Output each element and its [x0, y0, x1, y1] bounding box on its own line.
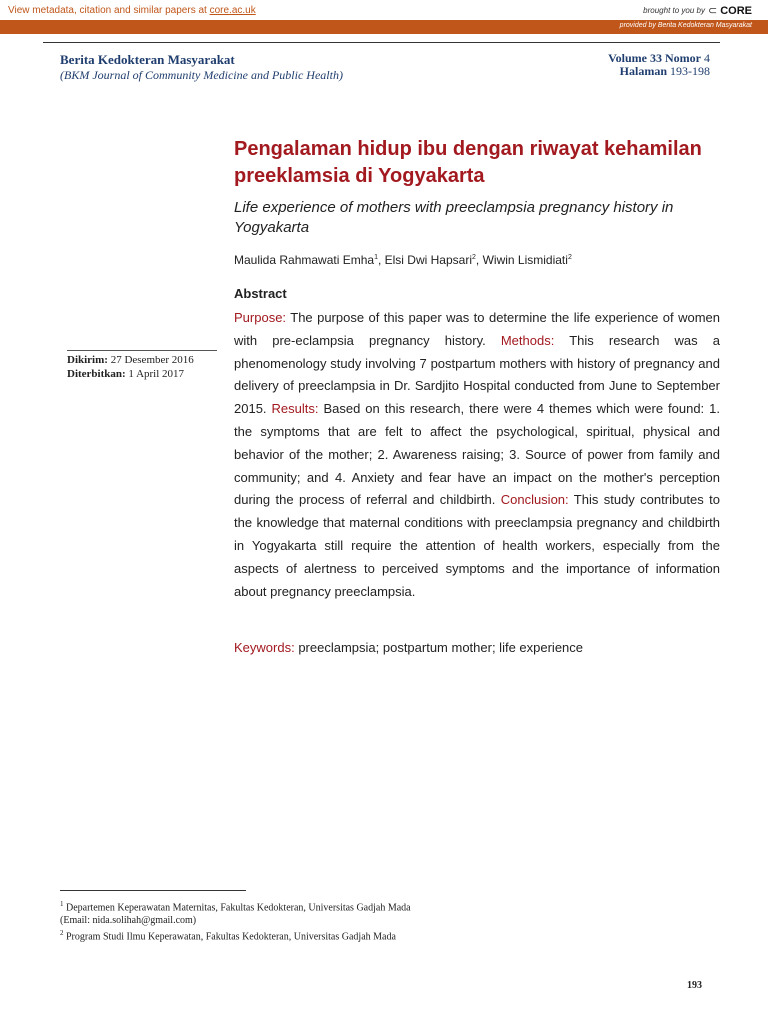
volume-label: Volume	[608, 51, 647, 65]
submitted-date	[67, 353, 217, 367]
keywords-label: Keywords:	[234, 640, 295, 655]
footnote-rule	[60, 890, 246, 891]
header-rule	[43, 42, 720, 43]
published-label: Diterbitkan:	[67, 368, 126, 380]
author-affiliation: 1	[374, 254, 378, 261]
number-label: Nomor	[665, 51, 701, 65]
provided-by-text	[620, 22, 752, 29]
article-dates	[67, 350, 217, 381]
author-name: Wiwin Lismidiati	[482, 253, 568, 267]
purpose-text: The purpose of this paper was to determine the life experience of women with pre-eclampsia pregnancy history.	[234, 310, 720, 348]
published-value: 1 April 2017	[128, 368, 185, 380]
abstract-heading: Abstract	[234, 286, 287, 301]
conclusion-text: This study contributes to the knowledge that maternal conditions with preeclampsia pregnancy and childbirth in Yogyakarta still require the attention of health workers, especially from the aspects of alertness to perceived symptoms and the importance of information about pregnancy preeclampsia.	[234, 492, 720, 599]
journal-header	[60, 52, 343, 83]
article-subtitle: Life experience of mothers with preeclampsia pregnancy history in Yogyakarta	[234, 199, 674, 236]
submitted-value: 27 Desember 2016	[110, 354, 194, 366]
methods-text: This research was a phenomenology study involving 7 postpartum mothers with history of pregnancy and delivery of preeclampsia in Dr. Sardjito Hospital conducted from June to September 2015.	[234, 332, 721, 417]
pages-line	[608, 65, 710, 78]
journal-subtitle: (BKM Journal of Community Medicine and Public Health)	[60, 68, 343, 82]
footnote-1-text: Departemen Keperawatan Maternitas, Fakultas Kedokteran, Universitas Gadjah Mada	[63, 902, 411, 914]
core-brand[interactable]	[643, 4, 752, 17]
footnote-1-marker: 1	[60, 900, 64, 908]
methods-label: Methods:	[500, 332, 555, 348]
core-link[interactable]: core.ac.uk	[209, 5, 256, 16]
core-view-text: View metadata, citation and similar papers at	[8, 5, 210, 16]
author-affiliation: 2	[567, 254, 572, 261]
pages-range: 193-198	[670, 64, 710, 78]
core-logo-icon: ⊂	[708, 5, 718, 17]
submitted-label: Dikirim:	[67, 354, 108, 366]
core-metadata-text	[8, 5, 256, 16]
author-name: Elsi Dwi Hapsari	[384, 253, 472, 267]
journal-name: Berita Kedokteran Masyarakat	[60, 52, 235, 67]
footnotes	[60, 898, 660, 944]
keywords-text: preeclampsia; postpartum mother; life experience	[294, 640, 584, 655]
abstract-body	[234, 307, 720, 603]
core-brought-text: brought to you by	[643, 6, 705, 15]
provided-prefix: provided by	[619, 22, 656, 29]
footnote-1-email: (Email: nida.solihah@gmail.com)	[60, 914, 197, 926]
footnote-2-text: Program Studi Ilmu Keperawatan, Fakultas Kedokteran, Universitas Gadjah Mada	[63, 931, 396, 943]
volume-number: 33	[650, 51, 662, 65]
author-affiliation: 2	[472, 254, 476, 261]
footnote-2-marker: 2	[60, 929, 64, 938]
page-number: 193	[687, 980, 702, 991]
pages-label: Halaman	[619, 64, 667, 78]
provided-source[interactable]: Berita Kedokteran Masyarakat	[657, 22, 752, 29]
keywords	[234, 640, 720, 655]
purpose-label: Purpose:	[234, 310, 287, 325]
published-date	[67, 367, 217, 381]
results-text: Based on this research, there were 4 themes which were found: 1. the symptoms that are felt to affect the psychological, spiritual, physical and behavior of the mother; 2. Awareness raising; 3. Source of power from family and community; and 4. Anxiety and fear have an impact on the mother's perception during the process of referral and childbirth.	[234, 401, 720, 508]
author-name: Maulida Rahmawati Emha	[234, 253, 375, 267]
author-list: Maulida Rahmawati Emha$^1$, Elsi Dwi Hapsari$^2$, Wiwin Lismidiati$^2$	[234, 253, 572, 267]
issue-number: 4	[704, 51, 710, 65]
article-title: Pengalaman hidup ibu dengan riwayat kehamilan preeklamsia di Yogyakarta	[234, 138, 702, 187]
provided-bar	[0, 20, 768, 34]
volume-info	[608, 52, 710, 78]
conclusion-label: Conclusion:	[500, 492, 569, 508]
results-label: Results:	[271, 401, 319, 417]
core-banner	[0, 0, 768, 20]
footnote-1	[60, 898, 660, 915]
footnote-2	[60, 927, 660, 944]
core-logo-text: CORE	[720, 4, 752, 17]
